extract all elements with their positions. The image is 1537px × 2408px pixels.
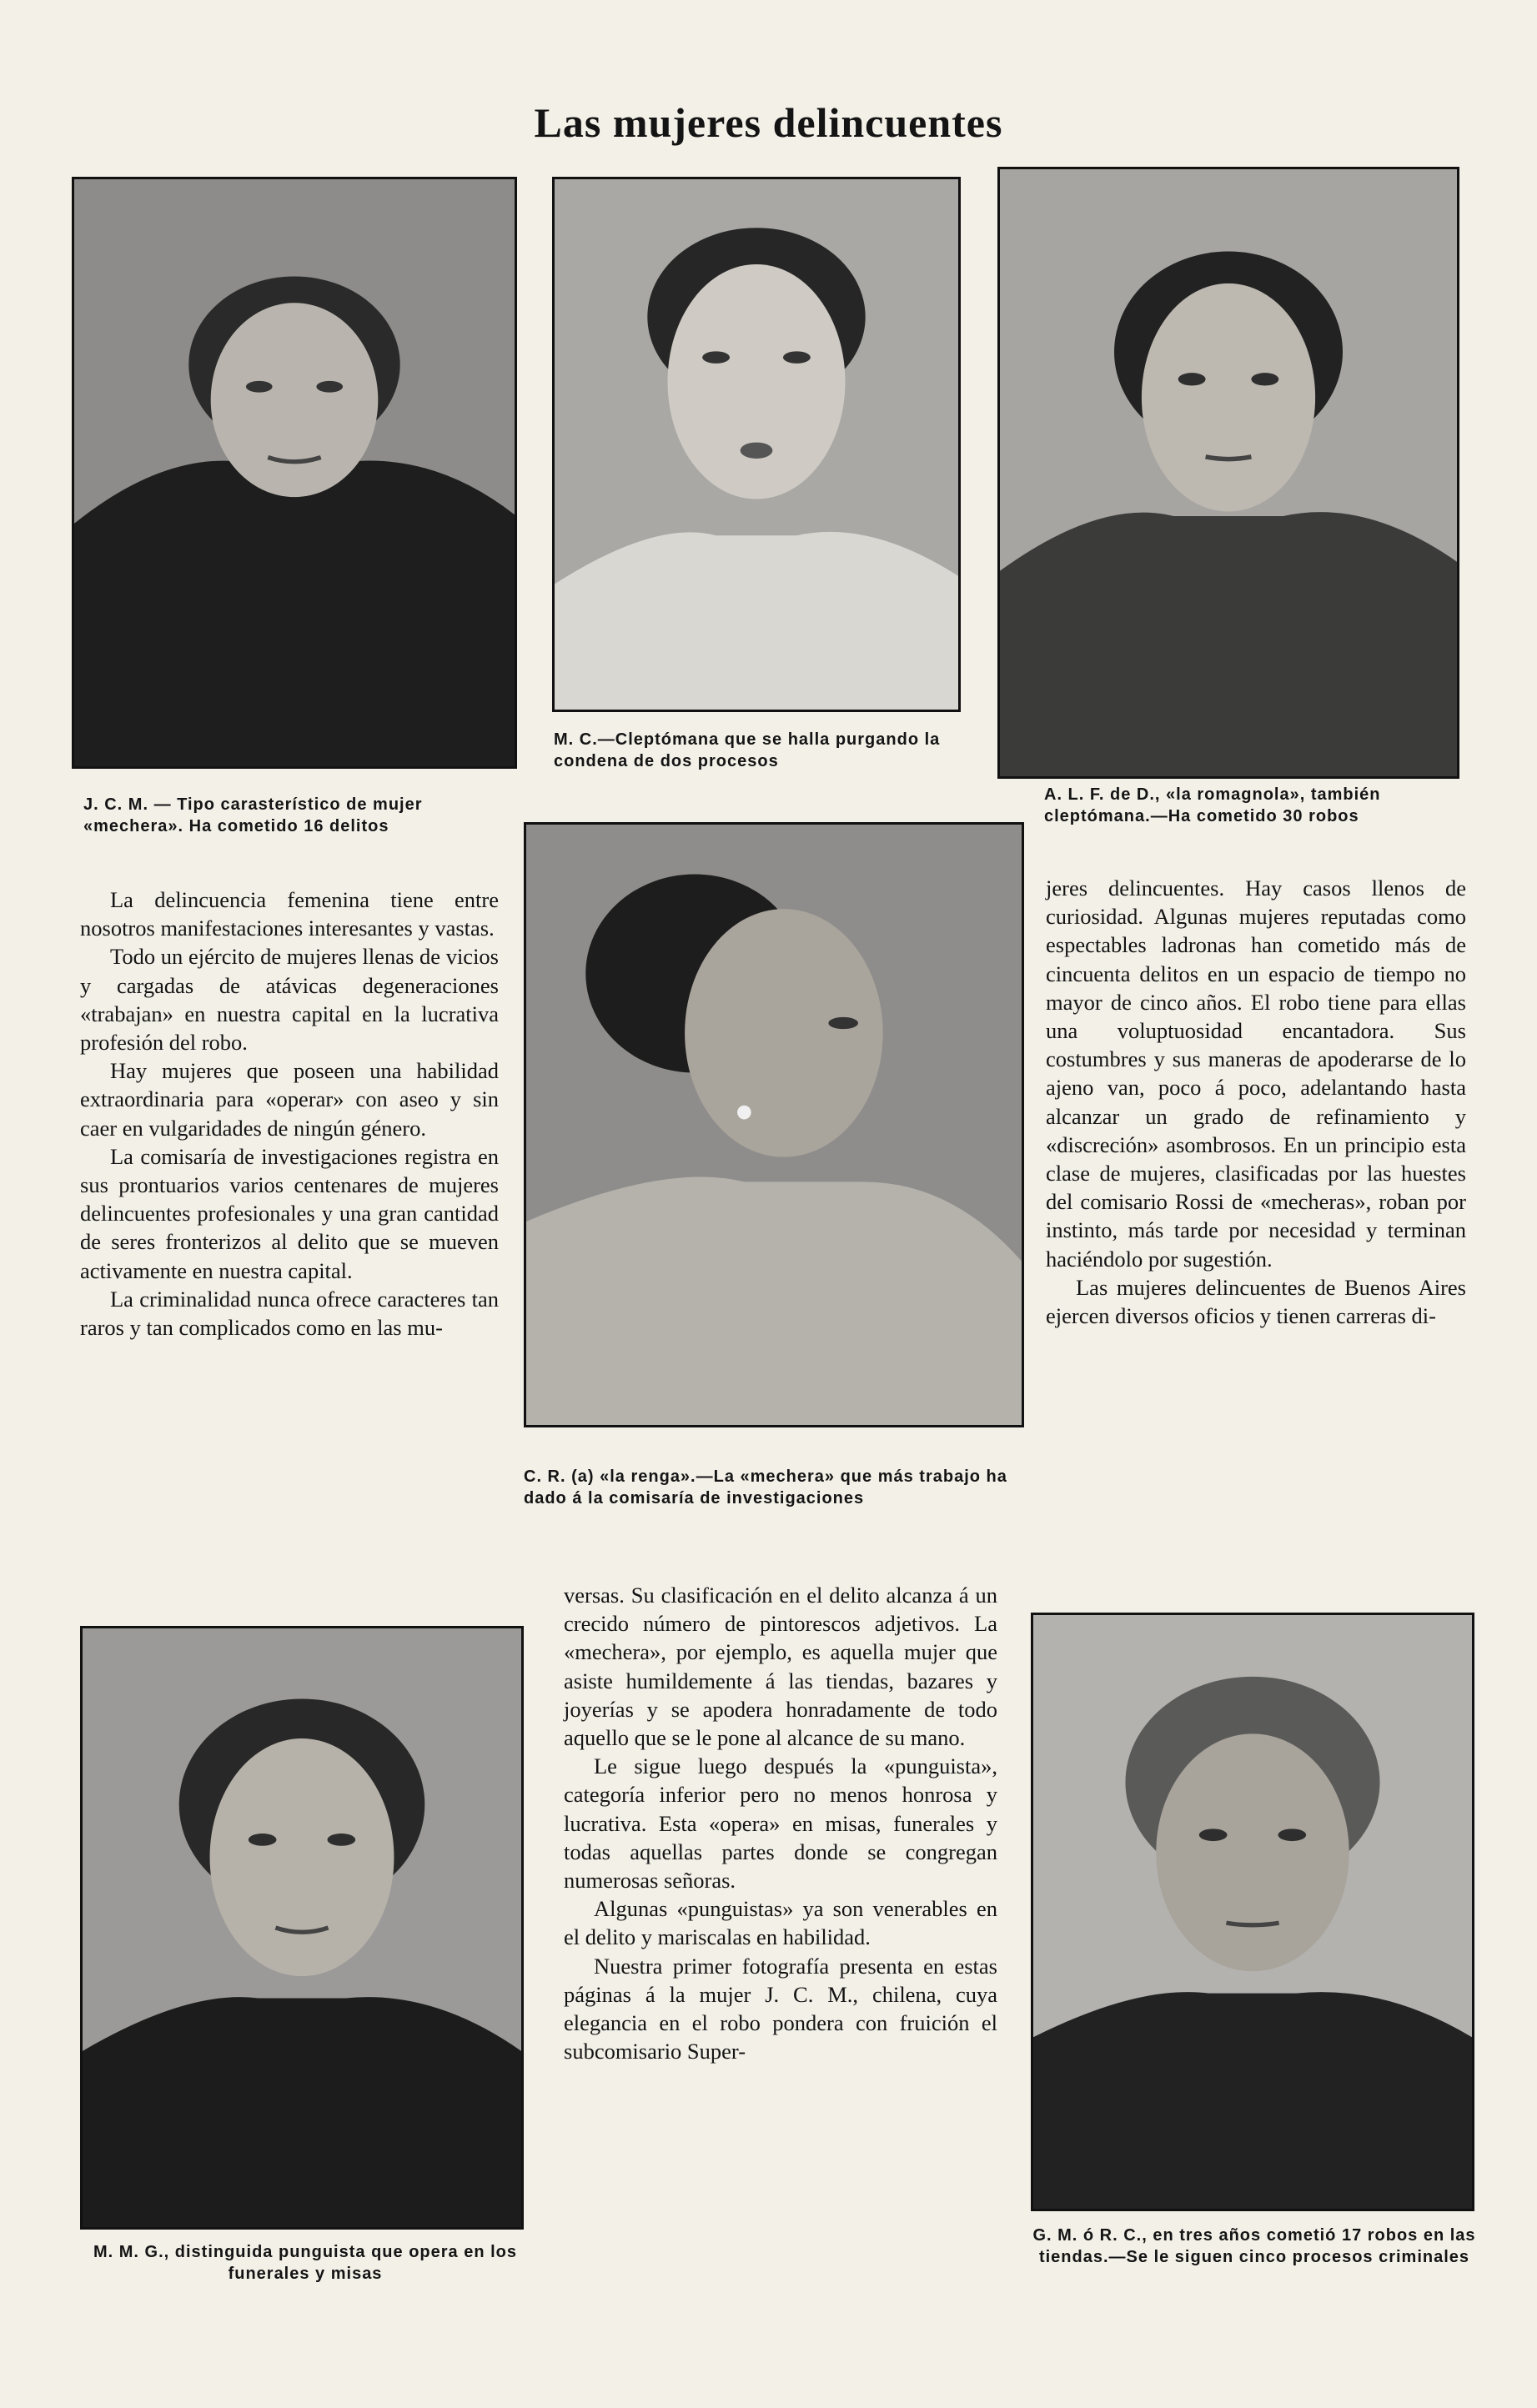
- paragraph: Hay mujeres que poseen una habilidad extraordinaria para «operar» con aseo y sin caer en vulgaridades de ningún género.: [80, 1058, 499, 1141]
- paragraph: Todo un ejército de mujeres llenas de vicios y cargadas de atávicas degeneraciones «trabajan» en nuestra capital en la lucrativa profesión del robo.: [80, 944, 499, 1056]
- photo-jcm: [72, 177, 517, 769]
- caption-mc: M. C.—Cleptómana que se halla purgando la condena de dos procesos: [554, 730, 941, 770]
- paragraph: La comisaría de investigaciones registra en sus prontuarios varios centenares de mujeres delincuentes profesionales y una gran cantidad de seres fronterizos al delito que se mueven activamente en nuestra capital.: [80, 1143, 499, 1283]
- photo-mmg: [80, 1626, 524, 2230]
- paragraph: versas. Su clasificación en el delito alcanza á un crecido número de pintorescos adjetivos. La «mechera», por ejemplo, es aquella mujer que asiste humildemente á las tiendas, bazares y joyerías y se apodera honradamente de todo aquello que se le pone al alcance de su mano.: [564, 1583, 997, 1751]
- column-middle: [564, 1581, 997, 2065]
- paragraph: Le sigue luego después la «punguista», categoría inferior pero no menos honrosa y lucrativa. Esta «opera» en misas, funerales y todas aquellas partes donde se congregan numerosas señoras.: [564, 1753, 997, 1894]
- paragraph: jeres delincuentes. Hay casos llenos de curiosidad. Algunas mujeres reputadas como espectables ladronas han cometido más de cincuenta delitos en un espacio de tiempo no mayor de cinco años. El robo tiene para ellas una voluptuosidad encantadora. Sus costumbres y sus maneras de apoderarse de lo ajeno van, poco á poco, adelantando hasta alcanzar un grado de refinamiento y «discreción» asombrosos. En un principio esta clase de mujeres, clasificadas por las huestes del comisario Rossi de «mecheras», roban por instinto, más tarde por necesidad y terminan haciéndolo por sugestión.: [1046, 875, 1466, 1272]
- caption-alf: A. L. F. de D., «la romagnola», también cleptómana.—Ha cometido 30 robos: [1044, 785, 1381, 825]
- page-title: Las mujeres delincuentes: [534, 99, 1003, 146]
- photo-gm: [1031, 1613, 1474, 2211]
- paragraph: Las mujeres delincuentes de Buenos Aires ejercen diversos oficios y tienen carreras di-: [1046, 1274, 1466, 1329]
- paragraph: La delincuencia femenina tiene entre nosotros manifestaciones interesantes y vastas.: [80, 887, 499, 941]
- paragraph: Algunas «punguistas» ya son venerables en el delito y mariscalas en habilidad.: [564, 1896, 997, 1950]
- paragraph: Nuestra primer fotografía presenta en estas páginas á la mujer J. C. M., chilena, cuya elegancia en el robo pondera con fruición el subcomisario Super-: [564, 1953, 997, 2064]
- photo-alf: [997, 167, 1459, 779]
- caption-cr: C. R. (a) «la renga».—La «mechera» que más trabajo ha dado á la comisaría de investigaciones: [524, 1467, 1007, 1508]
- paragraph: La criminalidad nunca ofrece caracteres tan raros y tan complicados como en las mu-: [80, 1286, 499, 1341]
- photo-cr: [524, 822, 1024, 1427]
- column-right: [1046, 874, 1466, 1330]
- caption-jcm: J. C. M. — Tipo carasterístico de mujer «mechera». Ha cometido 16 delitos: [83, 795, 423, 835]
- caption-gm: G. M. ó R. C., en tres años cometió 17 robos en las tiendas.—Se le siguen cinco procesos criminales: [1032, 2226, 1476, 2266]
- column-left: [80, 885, 499, 1342]
- caption-mmg: M. M. G., distinguida punguista que opera en los funerales y misas: [93, 2243, 518, 2283]
- photo-mc: [552, 177, 961, 712]
